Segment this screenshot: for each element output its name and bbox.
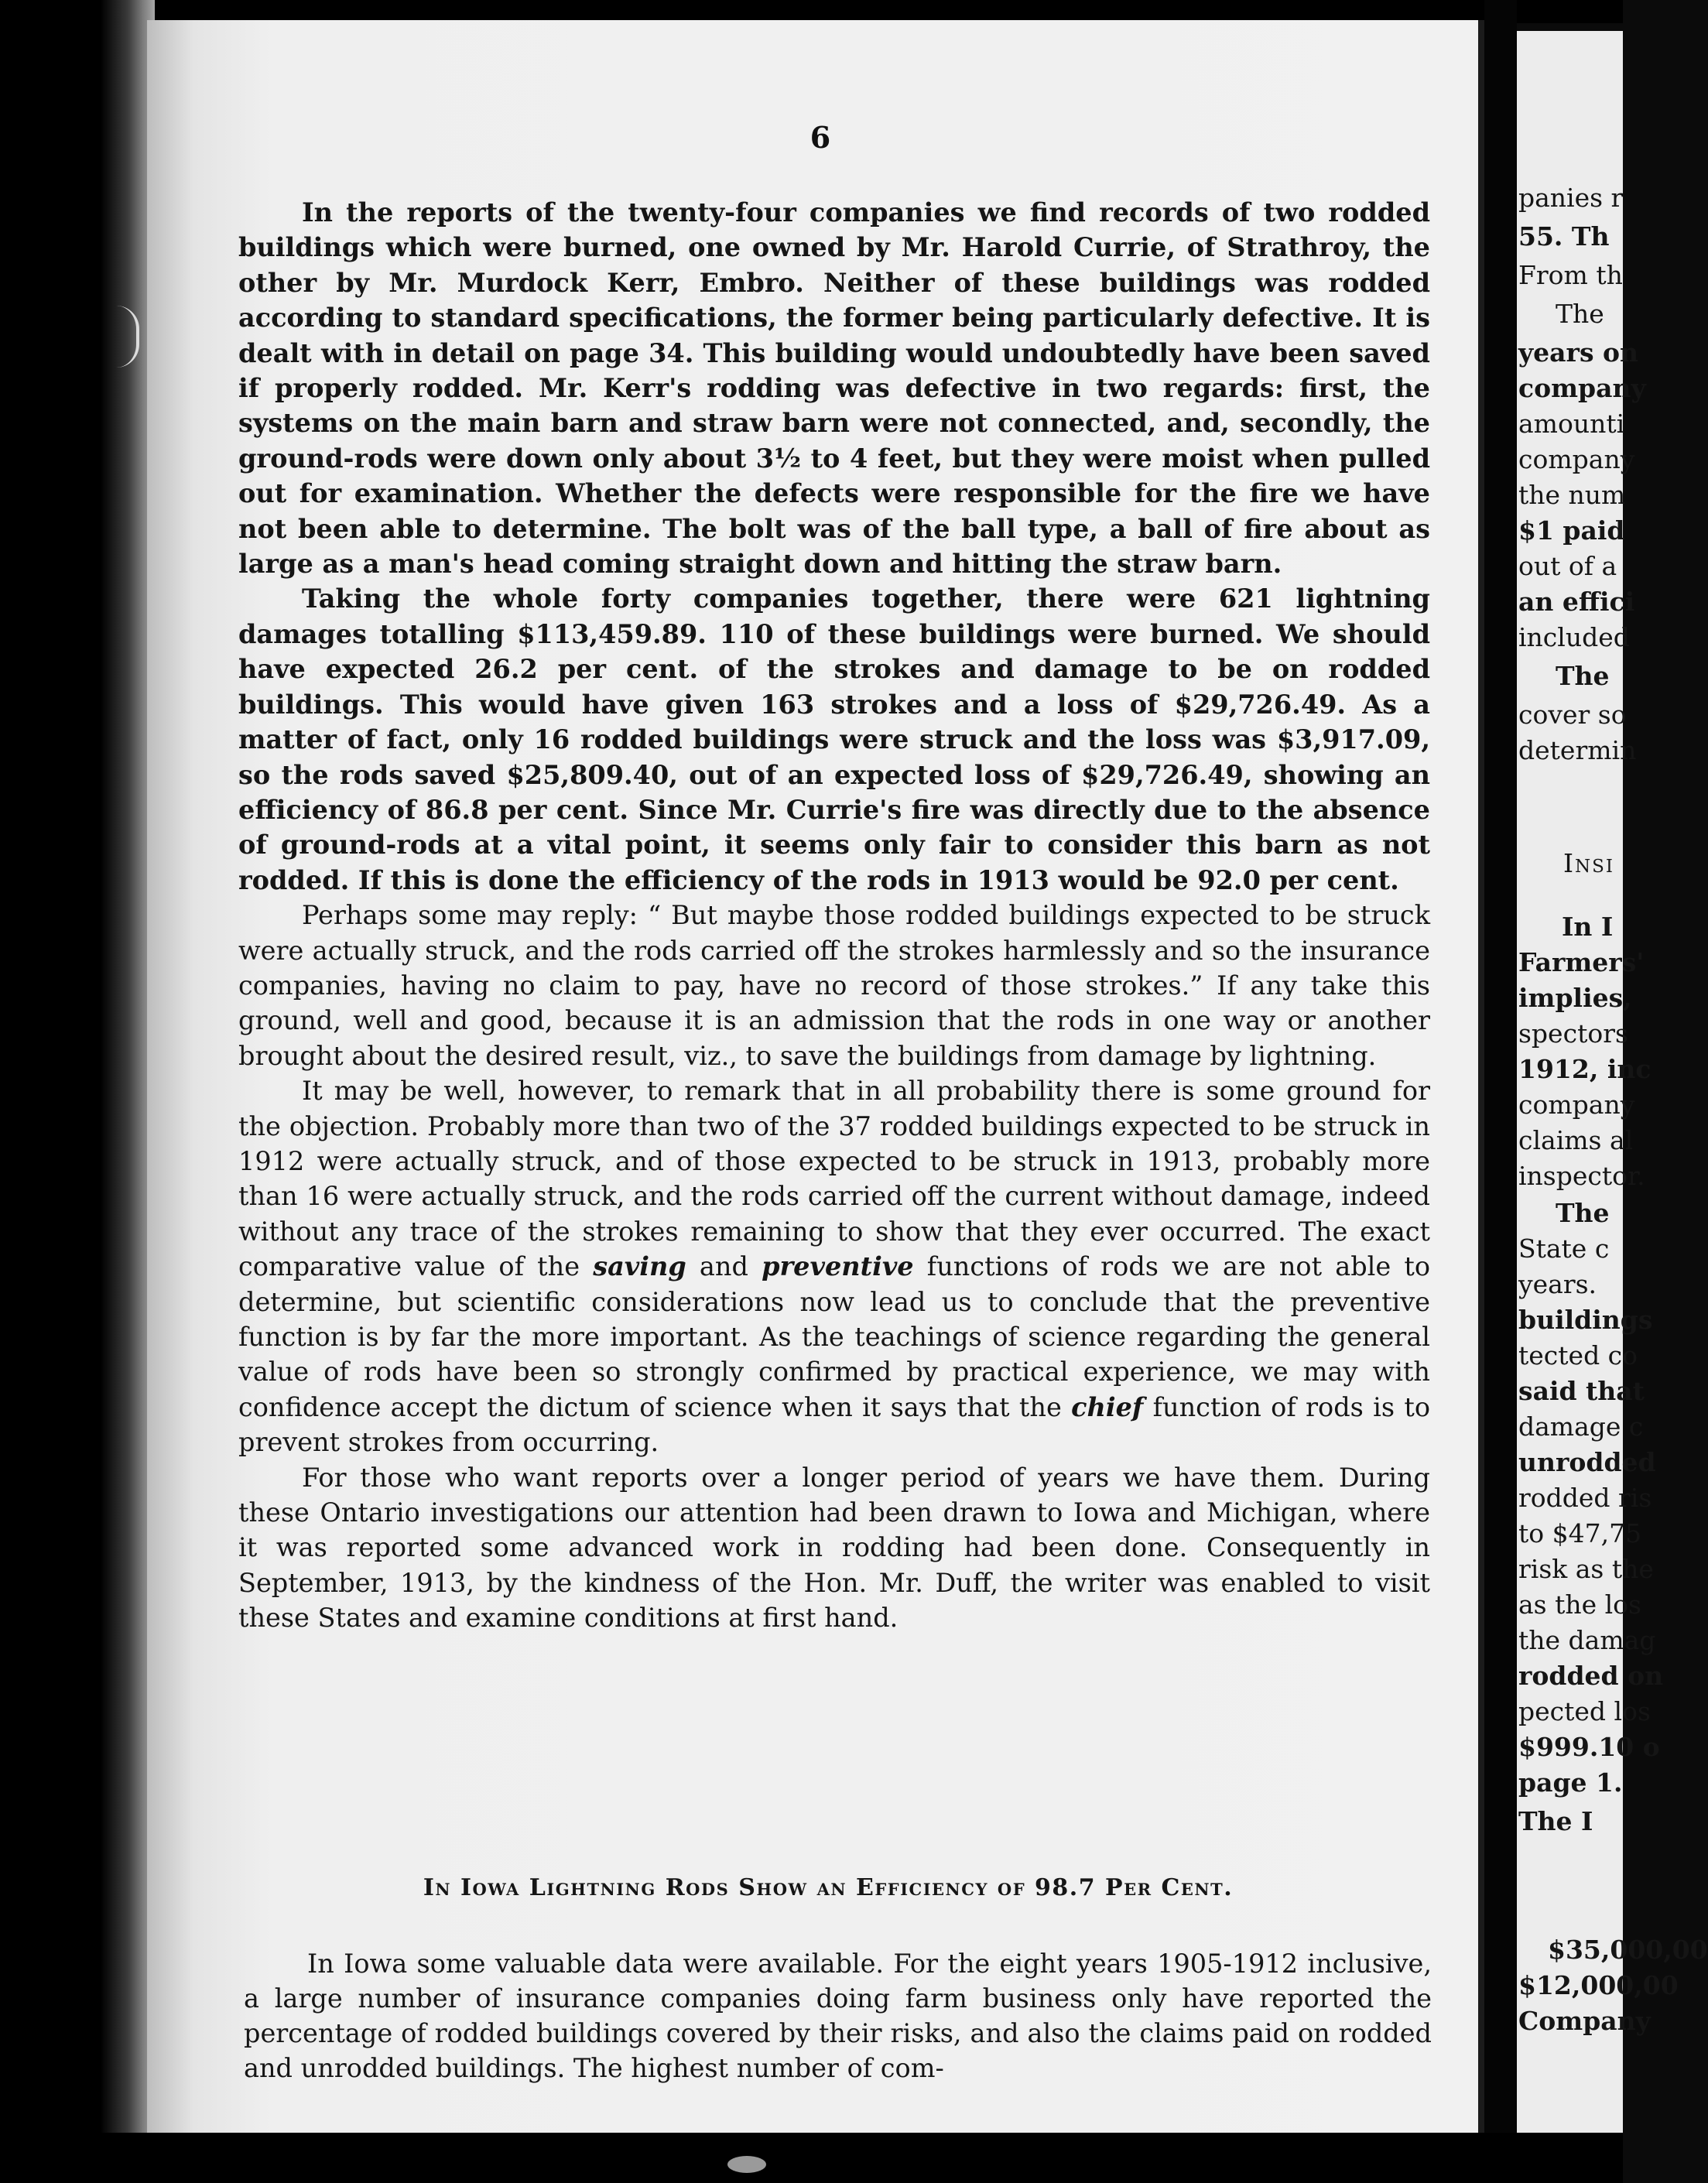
right-page-line: risk as the: [1518, 1554, 1654, 1584]
right-page-line: The: [1556, 661, 1610, 691]
right-page-line: tected co: [1518, 1340, 1638, 1370]
right-page-line: 55. Th: [1518, 221, 1610, 251]
right-page-line: as the los: [1518, 1589, 1641, 1620]
right-page-line: $12,000,00: [1518, 1970, 1679, 2000]
right-page-line: cover so: [1518, 700, 1627, 730]
right-page-line: $999.10 o: [1518, 1732, 1660, 1762]
right-page-line: the num: [1518, 480, 1626, 510]
right-page-line: rodded ris: [1518, 1483, 1652, 1513]
scan-bottom-border: [0, 2133, 1623, 2183]
right-page-line: 1912, inc: [1518, 1054, 1652, 1084]
right-page-line: unrodded: [1518, 1447, 1656, 1477]
right-page-line: amounti: [1518, 409, 1625, 439]
text-run: functions of rods we are not able to determine, but scientific considerations now lead us to conclude that the preventive function is by far the more important. As the teachings of science regarding the general value of rods have been so strongly confirmed by practical experience, we may with confidence accept the dictum of science when it says that the: [238, 1251, 1430, 1422]
right-page-line: company: [1518, 1090, 1635, 1120]
paragraph-probability: [238, 1073, 1430, 1459]
right-page-line: Farmers': [1518, 947, 1645, 977]
right-page-line: page 1.: [1518, 1767, 1623, 1798]
text-run: and: [686, 1251, 762, 1282]
text-run: function of rods is to prevent strokes from occurring.: [238, 1391, 1430, 1458]
right-page-line: The: [1556, 299, 1604, 329]
right-page-line: $1 paid: [1518, 515, 1625, 546]
paragraph-objection: Perhaps some may reply: “ But maybe those rodded buildings expected to be struck were actually struck, and the rods carried off the strokes harmlessly and so the insurance companies, having no claim to pay, have no record of those strokes.” If any take this ground, well and good, because it is an admission that the rods in one way or another brought about the desired result, viz., to save the buildings from damage by lightning.: [238, 900, 1430, 1071]
emphasis-chief: chief: [1071, 1391, 1144, 1422]
section-body: [244, 1946, 1432, 2085]
right-page-line: pected los: [1518, 1696, 1651, 1726]
paragraph-forty-companies: Taking the whole forty companies together, there were 621 lightning damages totalling $113,459.89. 110 of these buildings were burned. We should have expected 26.2 per cent. of the strokes and damage to be on rodded buildings. This would have given 163 strokes and a loss of $29,726.49. As a matter of fact, only 16 rodded buildings were struck and the loss was $3,917.09, so the rods saved $25,809.40, out of an expected loss of $29,726.49, showing an efficiency of 86.8 per cent. Since Mr. Currie's fire was directly due to the absence of ground-rods at a vital point, it seems only fair to consider this barn as not rodded. If this is done the efficiency of the rods in 1913 would be 92.0 per cent.: [238, 583, 1430, 895]
page-number: 6: [810, 120, 831, 155]
right-page-line: $35,000,00: [1548, 1935, 1708, 1965]
right-page-line: company: [1518, 373, 1646, 403]
right-page-line: to $47,75: [1518, 1518, 1642, 1548]
right-page-line: From th: [1518, 260, 1623, 290]
right-page-line: included: [1518, 622, 1630, 652]
right-page-line: rodded on: [1518, 1661, 1664, 1691]
right-page-line: buildings: [1518, 1305, 1653, 1335]
emphasis-preventive: preventive: [762, 1251, 914, 1282]
right-page-line: inspector.: [1518, 1161, 1645, 1191]
right-page-line: spectors: [1518, 1018, 1628, 1049]
right-page-line: an effici: [1518, 587, 1635, 617]
right-page-line: determin: [1518, 735, 1637, 765]
right-page-line: State c: [1518, 1233, 1610, 1264]
right-page-line: panies r: [1518, 183, 1624, 213]
right-page-line: the damag: [1518, 1625, 1656, 1655]
right-page-line: said that: [1518, 1376, 1645, 1406]
emphasis-saving: saving: [593, 1251, 686, 1282]
body-text: [238, 195, 1430, 1636]
right-page-line: The I: [1518, 1806, 1593, 1836]
right-page-line: claims al: [1518, 1125, 1634, 1155]
right-page-line: years on: [1518, 337, 1639, 368]
right-page-line: implies,: [1518, 983, 1632, 1013]
right-page-line: out of a: [1518, 551, 1617, 581]
scan-artifact: [727, 2156, 766, 2173]
right-page-line: In I: [1562, 912, 1614, 942]
right-page-line: Company: [1518, 2006, 1651, 2036]
right-page-line: years.: [1518, 1269, 1597, 1299]
section-heading: In Iowa Lightning Rods Show an Efficiency of 98.7 Per Cent.: [423, 1874, 1234, 1901]
text-run: It may be well, however, to remark that in all probability there is some ground for the objection. Probably more than two of the 37 rodded buildings expected to be struck in 1912 were actually struck, and of those expected to be struck in 1913, probably more than 16 were actually struck, and the rods carried off the current without damage, indeed without any trace of the strokes remaining to show that they ever occurred. The exact comparative value of the: [238, 1076, 1430, 1282]
paragraph-iowa: In Iowa some valuable data were available. For the eight years 1905-1912 inclusive, a large number of insurance companies doing farm business only have reported the percentage of rodded buildings covered by their risks, and also the claims paid on rodded and unrodded buildings. The highest number of com-: [244, 1949, 1432, 2083]
right-page-line: The: [1556, 1198, 1610, 1228]
right-page-line: damage c: [1518, 1411, 1644, 1442]
right-page-heading: Insi: [1563, 848, 1615, 878]
page-gutter: [1484, 0, 1517, 2183]
paragraph-currie-kerr: In the reports of the twenty-four companies we find records of two rodded buildings which were burned, one owned by Mr. Harold Currie, of Strathroy, the other by Mr. Murdock Kerr, Embro. Neither of these buildings was rodded according to standard specifications, the former being particularly defective. It is dealt with in detail on page 34. This building would undoubtedly have been saved if properly rodded. Mr. Kerr's rodding was defective in two regards: first, the systems on the main barn and straw barn were not connected, and, secondly, the ground-rods were down only about 3½ to 4 feet, but they were moist when pulled out for examination. Whether the defects were responsible for the fire we have not been able to determine. The bolt was of the ball type, a ball of fire about as large as a man's head coming straight down and hitting the straw barn.: [238, 197, 1430, 580]
paragraph-longer-period: For those who want reports over a longer period of years we have them. During these Ontario investigations our attention had been drawn to Iowa and Michigan, where it was reported some advanced work in rodding had been done. Consequently in September, 1913, by the kindness of the Hon. Mr. Duff, the writer was enabled to visit these States and examine conditions at first hand.: [238, 1462, 1430, 1634]
right-page-line: company: [1518, 444, 1635, 474]
